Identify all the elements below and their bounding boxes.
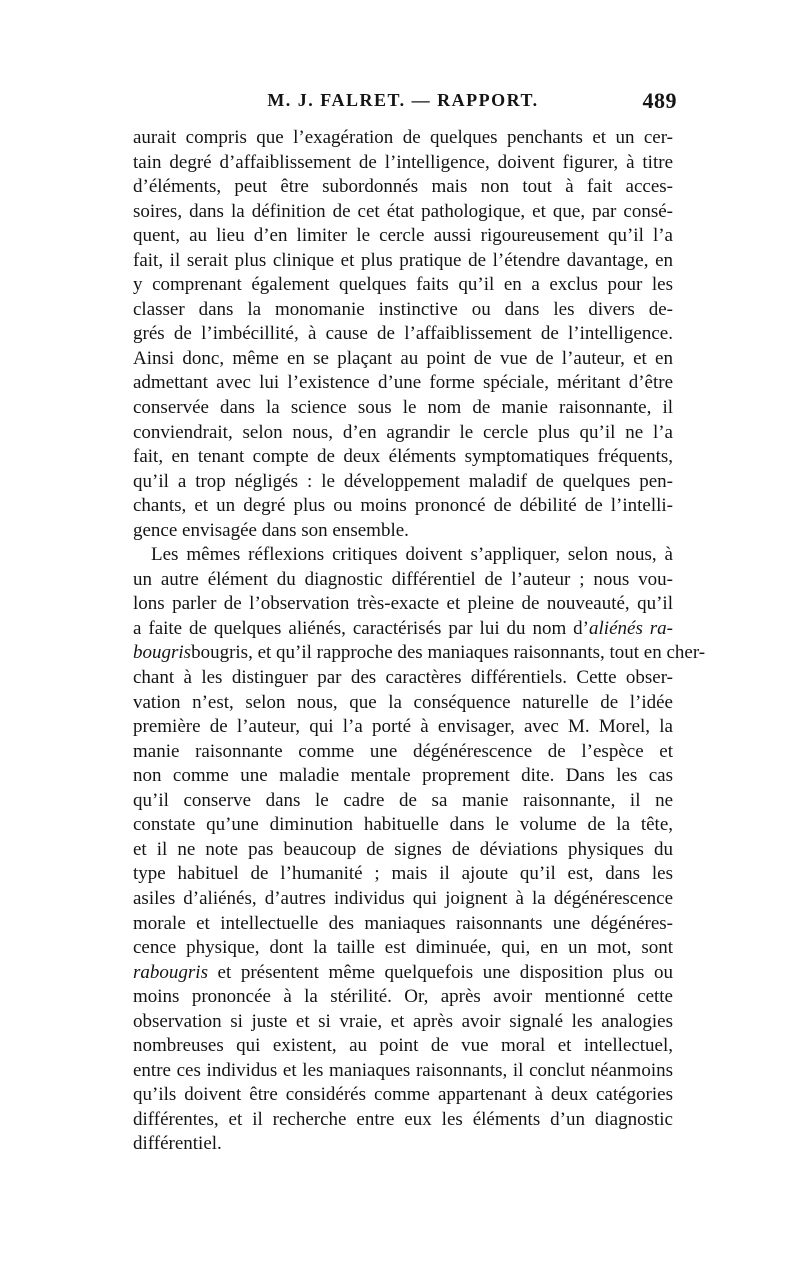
text-segment: a faite de quelques aliénés, caractérisés par lui du nom d’ xyxy=(133,617,590,639)
text-line: fait, il serait plus clinique et plus pratique de l’étendre davantage, en xyxy=(133,249,673,271)
text-line: nombreuses qui existent, au point de vue moral et intellectuel, xyxy=(133,1035,673,1057)
text-line: y comprenant également quelques faits qu’il en a exclus pour les xyxy=(133,274,673,296)
text-line: moins prononcée à la stérilité. Or, après avoir mentionné cette xyxy=(133,986,673,1008)
text-line: observation si juste et si vraie, et après avoir signalé les analogies xyxy=(133,1010,673,1032)
text-line: grés de l’imbécillité, à cause de l’affaiblissement de l’intelligence. xyxy=(133,323,673,345)
text-line: aurait compris que l’exagération de quelques penchants et un cer- xyxy=(133,127,673,148)
text-line: quent, au lieu d’en limiter le cercle aussi rigoureusement qu’il l’a xyxy=(133,225,673,247)
text-line: conservée dans la science sous le nom de manie raisonnante, il xyxy=(133,397,673,419)
text-line: Ainsi donc, même en se plaçant au point de vue de l’auteur, et en xyxy=(133,347,673,369)
italic-term: aliénés ra- xyxy=(589,617,673,639)
text-segment: bougris, et qu’il rapproche des maniaques raisonnants, tout en cher- xyxy=(191,642,706,664)
text-line: soires, dans la définition de cet état pathologique, et que, par consé- xyxy=(133,200,673,222)
italic-term: rabougris xyxy=(133,961,208,983)
text-line-with-italic xyxy=(133,617,673,642)
paragraph-2 xyxy=(133,543,706,1157)
text-line: et il ne note pas beaucoup de signes de déviations physiques du xyxy=(133,838,673,860)
text-line: chants, et un degré plus ou moins prononcé de débilité de l’intelli- xyxy=(133,495,673,517)
text-line: entre ces individus et les maniaques raisonnants, il conclut néanmoins xyxy=(133,1059,673,1081)
text-line-with-italic xyxy=(133,961,673,986)
text-line: manie raisonnante comme une dégénérescence de l’espèce et xyxy=(133,740,673,762)
text-segment: et présentent même quelquefois une disposition plus ou xyxy=(207,961,673,983)
text-line: classer dans la monomanie instinctive ou dans les divers de- xyxy=(133,298,673,320)
text-line: différentes, et il recherche entre eux les éléments d’un diagnostic xyxy=(133,1108,673,1130)
text-line: chant à les distinguer par des caractères différentiels. Cette obser- xyxy=(133,667,673,689)
text-line: tain degré d’affaiblissement de l’intelligence, doivent figurer, à titre xyxy=(133,151,673,173)
running-head xyxy=(133,88,677,116)
text-line: gence envisagée dans son ensemble. xyxy=(133,519,409,541)
text-line: morale et intellectuelle des maniaques raisonnants une dégénéres- xyxy=(133,912,673,934)
text-line: qu’il conserve dans le cadre de sa manie raisonnante, il ne xyxy=(133,789,673,811)
text-line: conviendrait, selon nous, d’en agrandir le cercle plus qu’il ne l’a xyxy=(133,421,673,443)
paragraph-1 xyxy=(133,126,673,543)
text-line: différentiel. xyxy=(133,1133,222,1155)
text-line: qu’il a trop négligés : le développement maladif de quelques pen- xyxy=(133,470,673,492)
text-line: vation n’est, selon nous, que la conséquence naturelle de l’idée xyxy=(133,691,673,713)
text-line: Les mêmes réflexions critiques doivent s’appliquer, selon nous, à xyxy=(151,544,673,566)
text-line: lons parler de l’observation très-exacte et pleine de nouveauté, qu’il xyxy=(133,593,673,615)
text-line: première de l’auteur, qui l’a porté à envisager, avec M. Morel, la xyxy=(133,716,673,738)
text-line: qu’ils doivent être considérés comme appartenant à deux catégories xyxy=(133,1084,673,1106)
text-line: type habituel de l’humanité ; mais il ajoute qu’il est, dans les xyxy=(133,863,673,885)
text-line: cence physique, dont la taille est diminuée, qui, en un mot, sont xyxy=(133,937,673,959)
text-line-with-italic xyxy=(133,641,706,666)
running-head-title: M. J. FALRET. — RAPPORT. xyxy=(267,90,539,110)
text-line: non comme une maladie mentale proprement dite. Dans les cas xyxy=(133,765,673,787)
body-text xyxy=(133,126,706,1157)
text-line: asiles d’aliénés, d’autres individus qui joignent à la dégénérescence xyxy=(133,887,673,909)
text-line: d’éléments, peut être subordonnés mais non tout à fait acces- xyxy=(133,176,673,198)
text-line: un autre élément du diagnostic différentiel de l’auteur ; nous vou- xyxy=(133,568,673,590)
text-line: constate qu’une diminution habituelle dans le volume de la tête, xyxy=(133,814,673,836)
text-line: fait, en tenant compte de deux éléments symptomatiques fréquents, xyxy=(133,446,673,468)
text-line: admettant avec lui l’existence d’une forme spéciale, méritant d’être xyxy=(133,372,673,394)
page-number: 489 xyxy=(642,88,677,113)
italic-term: bougris xyxy=(133,642,192,664)
